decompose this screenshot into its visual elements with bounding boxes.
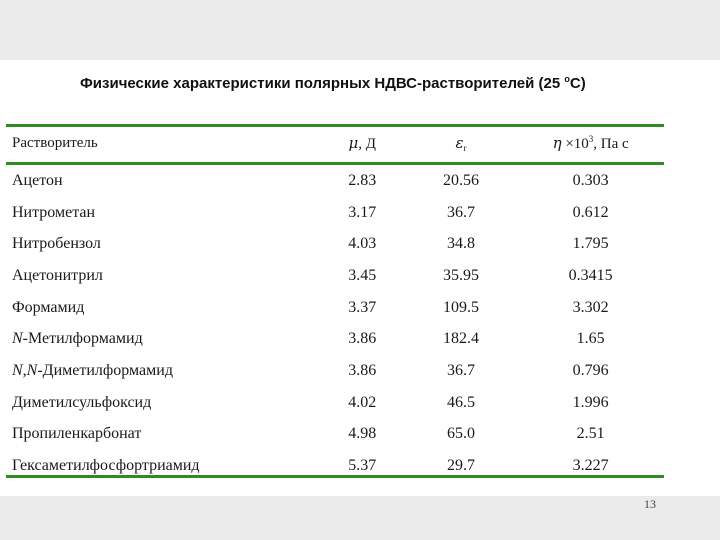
- dipole-moment-cell: 3.86: [348, 330, 377, 348]
- solvent-name: -Диметилформамид: [37, 361, 173, 379]
- solvent-name: Нитрометан: [12, 203, 96, 221]
- viscosity-cell: 1.65: [576, 330, 605, 348]
- solvent-prefix: N: [12, 330, 23, 348]
- permittivity-cell: 35.95: [442, 266, 479, 284]
- solvent-name-cell: [6, 450, 320, 482]
- viscosity-cell: 2.51: [576, 425, 605, 443]
- permittivity-cell: 65.0: [446, 425, 475, 443]
- eta-unit: , Па с: [593, 136, 629, 152]
- viscosity-cell: 1.795: [572, 235, 609, 253]
- table-header-row: [6, 125, 664, 162]
- dipole-moment-cell: 3.37: [348, 298, 377, 316]
- dipole-moment-cell: 3.17: [348, 203, 377, 221]
- header-permittivity: [405, 125, 518, 162]
- solvent-name: Пропиленкарбонат: [12, 425, 142, 443]
- mu-unit: , Д: [358, 136, 376, 152]
- permittivity-cell: 34.8: [446, 235, 475, 253]
- solvent-name-cell: [6, 162, 320, 197]
- top-band: [0, 0, 720, 60]
- solvent-name: Ацетонитрил: [12, 266, 103, 284]
- dipole-moment-cell: 4.02: [348, 393, 377, 411]
- solvent-prefix: N,N: [12, 361, 38, 379]
- table-row: [6, 292, 664, 324]
- dipole-moment-cell: 4.03: [348, 235, 377, 253]
- viscosity-cell: 3.302: [572, 298, 609, 316]
- title-main: Физические характеристики полярных НДВС-растворителей (25: [80, 75, 565, 92]
- viscosity-cell: 0.612: [572, 203, 609, 221]
- eta-times: ×10: [561, 136, 589, 152]
- solvent-name-cell: [6, 228, 320, 260]
- permittivity-cell: 29.7: [446, 457, 475, 475]
- solvent-name: Диметилсульфоксид: [12, 393, 152, 411]
- eta-symbol: η: [552, 134, 562, 152]
- table-row: [6, 387, 664, 419]
- permittivity-cell: 109.5: [442, 298, 479, 316]
- header-solvent: Растворитель: [12, 135, 98, 151]
- solvent-name-cell: [6, 260, 320, 292]
- permittivity-cell: 46.5: [446, 393, 475, 411]
- solvent-name-cell: [6, 355, 320, 387]
- dipole-moment-cell: 3.86: [348, 361, 377, 379]
- permittivity-cell: 36.7: [446, 361, 475, 379]
- table-row: [6, 197, 664, 229]
- eps-symbol: ε: [455, 134, 464, 152]
- permittivity-cell: 36.7: [446, 203, 475, 221]
- header-dipole-moment: [320, 125, 405, 162]
- bottom-band: [0, 496, 720, 540]
- header-viscosity: [517, 125, 664, 162]
- viscosity-cell: 3.227: [572, 457, 609, 475]
- title-unit: С): [569, 75, 586, 92]
- table-row: [6, 260, 664, 292]
- table-row: [6, 162, 664, 197]
- table-row: [6, 228, 664, 260]
- solvent-name-cell: [6, 323, 320, 355]
- eta-exponent: 3: [588, 134, 594, 144]
- solvent-name-cell: [6, 419, 320, 451]
- table-row: [6, 419, 664, 451]
- table-row: [6, 323, 664, 355]
- solvent-name-cell: [6, 387, 320, 419]
- dipole-moment-cell: 5.37: [348, 457, 377, 475]
- table-row: [6, 450, 664, 482]
- solvent-name: Формамид: [12, 298, 85, 316]
- viscosity-cell: 0.796: [572, 361, 609, 379]
- permittivity-cell: 20.56: [442, 171, 479, 189]
- table-body: [6, 162, 664, 482]
- eps-subscript: r: [463, 143, 467, 153]
- viscosity-cell: 1.996: [572, 393, 609, 411]
- solvent-name: Нитробензол: [12, 235, 101, 253]
- viscosity-cell: 0.303: [572, 171, 609, 189]
- table-row: [6, 355, 664, 387]
- solvent-name: -Метилформамид: [22, 330, 143, 348]
- dipole-moment-cell: 4.98: [348, 425, 377, 443]
- solvent-table: [6, 125, 664, 482]
- dipole-moment-cell: 2.83: [348, 171, 377, 189]
- solvent-name-cell: [6, 292, 320, 324]
- solvent-name: Гексаметилфосфортриамид: [12, 457, 200, 475]
- viscosity-cell: 0.3415: [568, 266, 613, 284]
- dipole-moment-cell: 3.45: [348, 266, 377, 284]
- solvent-name-cell: [6, 197, 320, 229]
- mu-symbol: μ: [348, 134, 359, 152]
- solvent-name: Ацетон: [12, 171, 63, 189]
- page-title: [80, 74, 586, 92]
- title-degree: o: [564, 74, 570, 84]
- page-number: 13: [644, 497, 656, 511]
- permittivity-cell: 182.4: [442, 330, 479, 348]
